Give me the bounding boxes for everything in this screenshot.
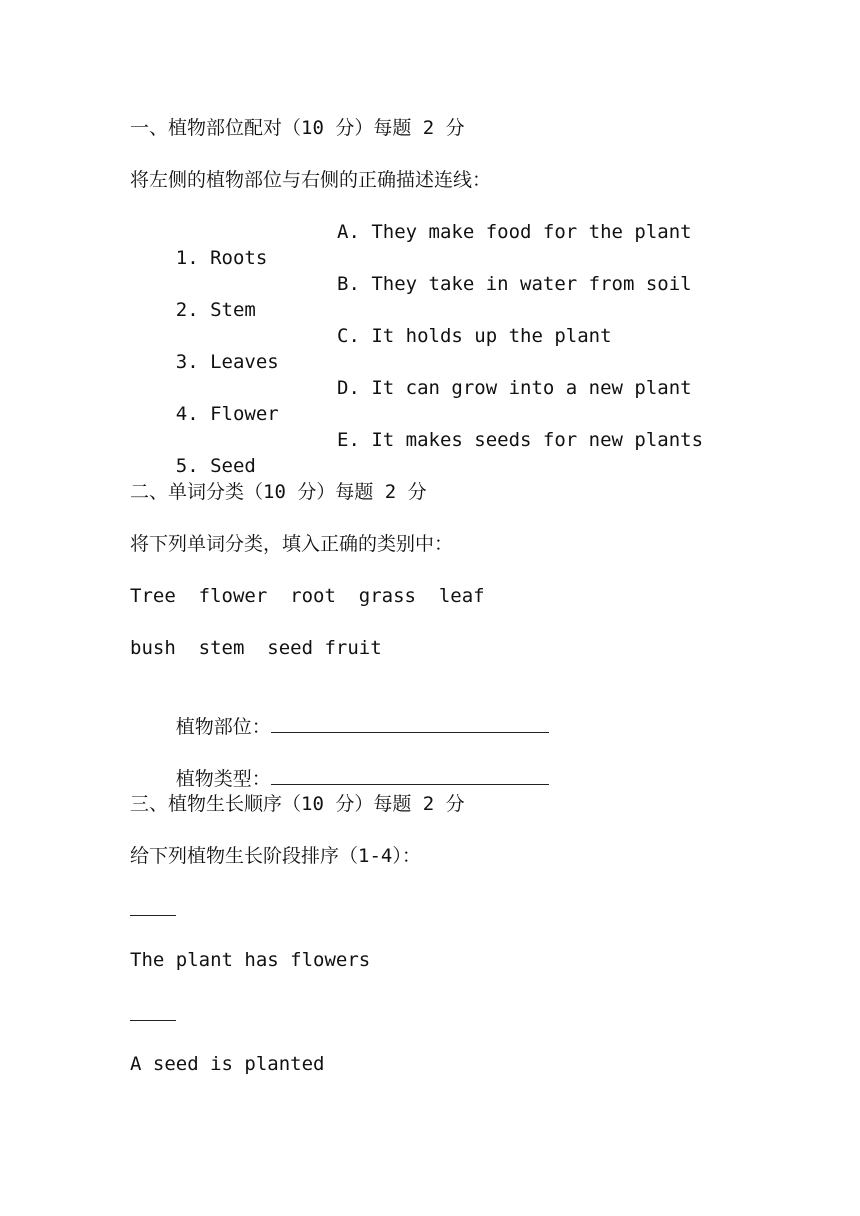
- plant-part-label: 2. Stem: [175, 299, 256, 321]
- description-label: A. They make food for the plant: [337, 221, 692, 243]
- answer-blank[interactable]: [271, 765, 549, 785]
- plant-part-label: 4. Flower: [175, 403, 279, 425]
- category-label: 植物类型：: [175, 768, 271, 790]
- section2-instruction: 将下列单词分类，填入正确的类别中：: [130, 533, 454, 555]
- match-row-1: [130, 219, 730, 269]
- section3-instruction: 给下列植物生长阶段排序（1-4）：: [130, 845, 421, 867]
- word-list-line-2: bush stem seed fruit: [130, 637, 382, 659]
- order-number-blank[interactable]: [130, 915, 176, 916]
- answer-blank[interactable]: [271, 713, 549, 733]
- section1-instruction: 将左侧的植物部位与右侧的正确描述连线：: [130, 169, 492, 191]
- plant-part-label: 5. Seed: [175, 455, 256, 477]
- match-row-3: [130, 323, 730, 373]
- word-list-line-1: Tree flower root grass leaf: [130, 585, 485, 607]
- description-label: D. It can grow into a new plant: [337, 377, 692, 399]
- plant-part-label: 3. Leaves: [175, 351, 279, 373]
- description-label: C. It holds up the plant: [337, 325, 612, 347]
- match-row-2: [130, 271, 730, 321]
- description-label: B. They take in water from soil: [337, 273, 692, 295]
- section2-heading: 二、单词分类（10 分）每题 2 分: [130, 481, 427, 503]
- category-row-parts: [130, 687, 549, 738]
- growth-stage-item: The plant has flowers: [130, 949, 371, 971]
- section3-heading: 三、植物生长顺序（10 分）每题 2 分: [130, 793, 465, 815]
- match-row-4: [130, 375, 730, 425]
- category-label: 植物部位：: [175, 716, 271, 738]
- category-row-types: [130, 739, 549, 790]
- plant-part-label: 1. Roots: [175, 247, 268, 269]
- description-label: E. It makes seeds for new plants: [337, 429, 704, 451]
- match-row-5: [130, 427, 730, 477]
- growth-stage-item: A seed is planted: [130, 1053, 325, 1075]
- section1-heading: 一、植物部位配对（10 分）每题 2 分: [130, 117, 465, 139]
- order-number-blank[interactable]: [130, 1020, 176, 1021]
